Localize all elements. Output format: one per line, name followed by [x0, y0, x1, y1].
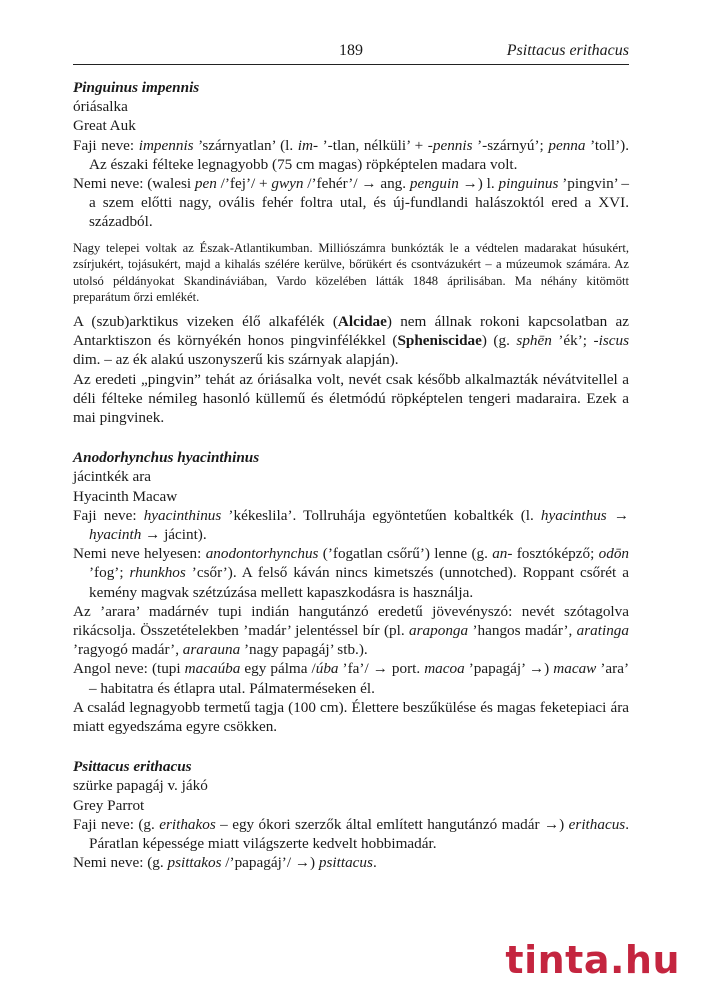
genus-name-paragraph: [73, 853, 629, 872]
latin-term: hyacinth: [89, 526, 142, 544]
faji-label: Faji neve:: [73, 815, 134, 833]
faji-label: Faji neve:: [73, 506, 137, 524]
latin-term: im-: [297, 136, 319, 154]
text-run: ’kékeslila’. Tollruhája egyöntetűen kobaltkék (l.: [221, 506, 541, 524]
angol-label: Angol neve:: [73, 660, 148, 678]
latin-term: ararauna: [182, 641, 241, 659]
text-run: ) (g.: [481, 332, 517, 350]
text-run: fosztóképző;: [512, 545, 599, 563]
body-paragraph: [73, 312, 629, 370]
nemi-label: Nemi neve:: [73, 854, 144, 872]
latin-term: rhunkhos: [129, 564, 186, 582]
latin-term: pennis: [432, 136, 473, 154]
entry-pinguinus: [73, 78, 629, 427]
entry-psittacus: [73, 757, 629, 872]
body-paragraph: A család legnagyobb termetű tagja (100 cm). Élettere beszűkülése és magas feketepiaci ára miatt egyedszáma egyre csökken.: [73, 698, 629, 736]
latin-term: macaúba: [184, 660, 241, 678]
latin-term: impennis: [138, 136, 194, 154]
latin-term: iscus: [598, 332, 629, 350]
hungarian-name: óriásalka: [73, 98, 128, 116]
text-run: ’fa’/ → port.: [338, 660, 425, 678]
text-run: ’csőr’). A felső káván nincs kimetszés (unnotched). Roppant csőrét a kemény magvak szétzúzása mellett kapaszkodásra is használja.: [89, 564, 629, 601]
latin-term: pen: [194, 175, 217, 193]
latin-term: gwyn: [271, 175, 304, 193]
latin-term: araponga: [409, 622, 469, 640]
body-paragraph: [73, 602, 629, 660]
running-header: [73, 38, 629, 65]
page-number: 189: [339, 42, 363, 59]
faji-label: Faji neve:: [73, 136, 135, 154]
tinta-watermark-logo: tinta.hu: [505, 938, 680, 982]
latin-term: aratinga: [576, 622, 629, 640]
latin-term: úba: [315, 660, 339, 678]
text-run: /’fehér’/ → ang.: [303, 175, 410, 193]
hungarian-name: szürke papagáj v. jákó: [73, 777, 208, 795]
text-run: → jácint).: [141, 526, 207, 544]
text-run: ’nagy papagáj’ stb.).: [240, 641, 368, 659]
text-run: ) nem állnak rokoni kapcsolatban az Antarktiszon és környékén honos pingvinfélékkel (: [73, 313, 630, 350]
text-run: egy pálma /: [240, 660, 316, 678]
text-run: (’fogatlan csőrű’) lenne (g.: [318, 545, 493, 563]
body-paragraph: Az eredeti „pingvin” tehát az óriásalka volt, nevét csak később alkalmazták névátvitellel a déli félteke némileg hasonló küllemű és életmódú röpképtelen tengeri madaraira. Ezek a mai pingvinek.: [73, 370, 629, 427]
species-name-paragraph: [73, 815, 629, 853]
english-name: Great Auk: [73, 117, 136, 135]
nemi-label: Nemi neve helyesen:: [73, 545, 202, 563]
text-run: ’ara’ – habitatra és étlapra utal. Pálmaterméseken él.: [89, 660, 630, 697]
entry-anodorhynchus: [73, 448, 629, 736]
text-run: ’ragyogó madár’,: [73, 641, 183, 659]
latin-term: macoa: [424, 660, 465, 678]
taxon-term: Alcidae: [337, 313, 387, 330]
latin-term: an-: [492, 545, 513, 563]
text-run: ’pingvin’ – a szem előtti nagy, ovális fehér foltra utal, és új-fundlandi halászoktól ered a XVI. századból.: [89, 175, 629, 231]
note-paragraph: Nagy telepei voltak az Észak-Atlantikumban. Milliószámra bunkózták le a védtelen madarakat húsukért, zsírjukért, tojásukért, majd a kihalás szélére kerülve, bőrükért és csontvázukért – a múzeumok számára. Az utolsó példányokat Skandináviában, Vardo közelében látták 1848 áprilisában. Ma néhány kitömött preparátum őrzi emlékét.: [73, 240, 629, 305]
latin-term: erithacus: [568, 815, 626, 833]
latin-term: penna: [548, 136, 586, 154]
text-run: /’papagáj’/ →): [221, 854, 319, 872]
text-run: →) l.: [458, 175, 499, 193]
entry-title: Anodorhynchus hyacinthinus: [73, 449, 260, 467]
latin-term: hyacinthinus: [143, 506, 222, 524]
text-run: Az ’arara’ madárnév tupi indián hangutánzó eredetű jövevényszó: nevét szótagolva rikácsolja. Összetételekben ’madár’ jelentéssel bír (pl.: [73, 602, 629, 640]
genus-name-paragraph: [73, 544, 629, 602]
text-run: ’fog’;: [89, 564, 130, 582]
text-run: (g.: [143, 854, 168, 872]
nemi-label: Nemi neve:: [73, 175, 144, 193]
latin-term: macaw: [553, 660, 597, 678]
page-content: [73, 78, 629, 872]
latin-term: pinguinus: [498, 175, 559, 193]
latin-term: psittacus: [318, 854, 373, 872]
text-run: ’ék’; -: [551, 332, 599, 350]
text-run: ’toll’). Az északi félteke legnagyobb (75 cm magas) röpképtelen madara volt.: [89, 136, 630, 173]
text-run: . Páratlan képessége miatt világszerte kedvelt hobbimadár.: [89, 815, 629, 853]
english-name: Hyacinth Macaw: [73, 487, 178, 505]
latin-term: penguin: [409, 175, 459, 193]
entry-title: Pinguinus impennis: [73, 79, 200, 96]
text-run: (tupi: [147, 660, 185, 678]
text-run: A (szub)arktikus vizeken élő alkafélék (: [73, 313, 338, 330]
species-name-paragraph: [73, 506, 629, 544]
latin-term: anodontorhynchus: [205, 545, 319, 563]
text-run: dim. – az ék alakú uszonyszerű kis szárnyak alapján).: [73, 351, 399, 369]
taxon-term: Spheniscidae: [397, 332, 482, 350]
entry-title: Psittacus erithacus: [73, 758, 192, 776]
latin-term: sphēn: [516, 332, 552, 350]
latin-term: erithakos: [159, 815, 216, 833]
genus-name-paragraph: [73, 174, 629, 232]
text-run: ’-tlan, nélküli’ + -: [318, 136, 433, 154]
text-run: (g.: [133, 815, 160, 833]
text-run: .: [372, 854, 377, 872]
latin-term: odōn: [598, 545, 630, 563]
text-run: – egy ókori szerzők által említett hangutánzó madár →): [215, 815, 569, 833]
text-run: (walesi: [143, 175, 195, 193]
text-run: /’fej’/ +: [216, 175, 272, 193]
running-head: Psittacus erithacus: [506, 42, 629, 59]
text-run: ’hangos madár’,: [468, 622, 577, 640]
species-name-paragraph: [73, 136, 629, 174]
english-name-paragraph: [73, 659, 629, 697]
latin-term: psittakos: [167, 854, 222, 872]
hungarian-name: jácintkék ara: [73, 468, 151, 486]
text-run: ’szárnyatlan’ (l.: [193, 136, 298, 154]
text-run: ’-szárnyú’;: [472, 136, 549, 154]
latin-term: hyacinthus: [540, 506, 607, 524]
text-run: ’papagáj’ →): [464, 660, 554, 678]
english-name: Grey Parrot: [73, 796, 145, 814]
text-run: →: [606, 506, 629, 524]
